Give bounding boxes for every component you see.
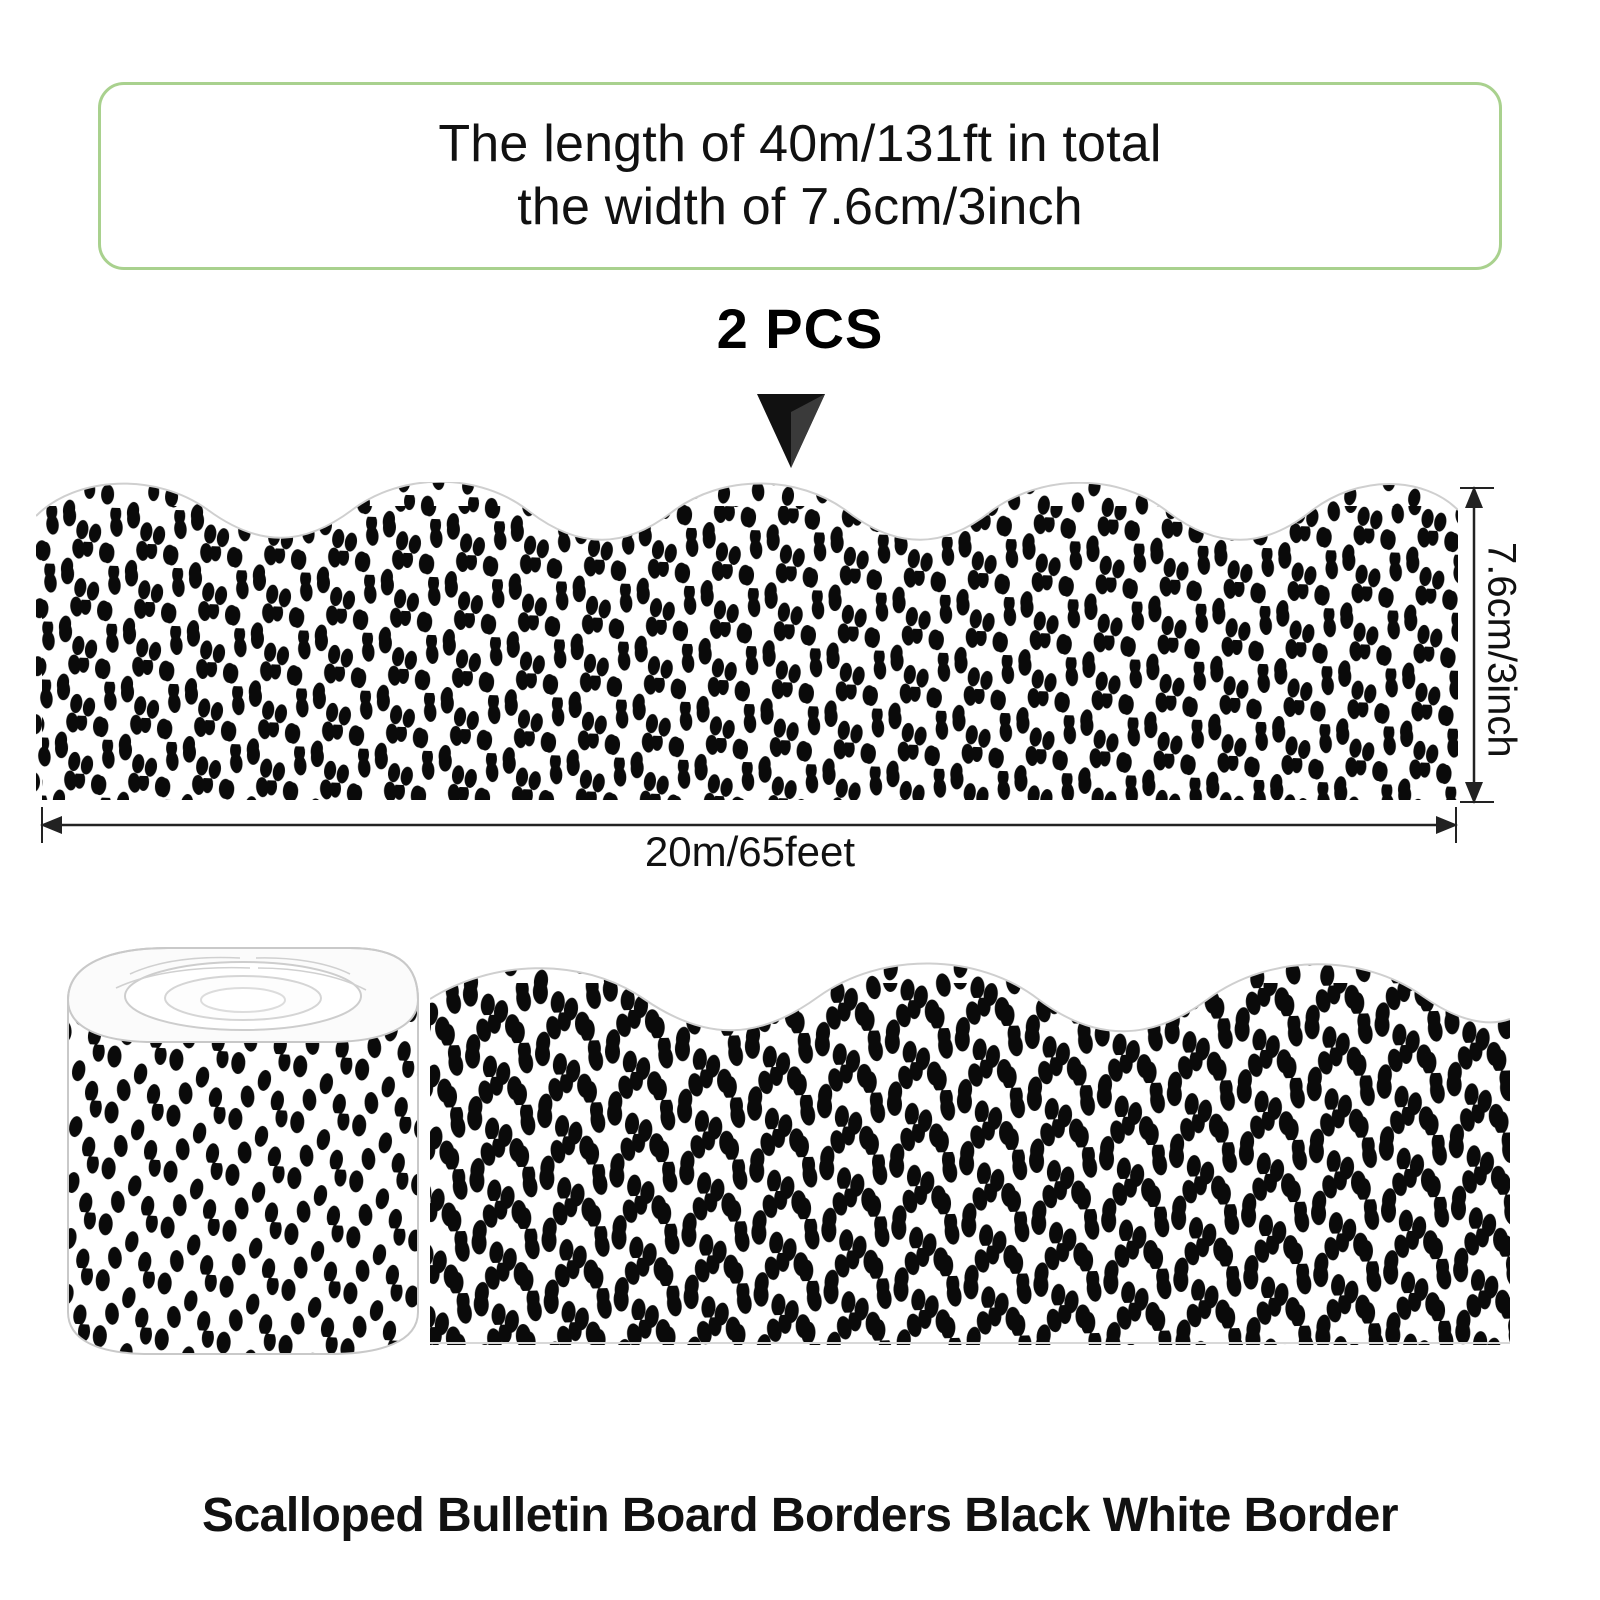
info-line-width: the width of 7.6cm/3inch <box>517 178 1083 236</box>
product-caption: Scalloped Bulletin Board Borders Black White Border <box>201 1489 1399 1542</box>
info-box <box>98 82 1502 270</box>
quantity-label: 2 PCS <box>716 297 884 360</box>
arrow-down-icon <box>755 392 827 470</box>
border-strip-sample-bottom <box>430 955 1510 1345</box>
info-line-length: The length of 40m/131ft in total <box>438 114 1162 173</box>
border-roll-image <box>50 930 422 1362</box>
length-dimension-label: 20m/65feet <box>644 828 856 875</box>
width-dimension-label: 7.6cm/3inch <box>1479 542 1524 758</box>
border-strip-sample-top <box>36 482 1458 800</box>
